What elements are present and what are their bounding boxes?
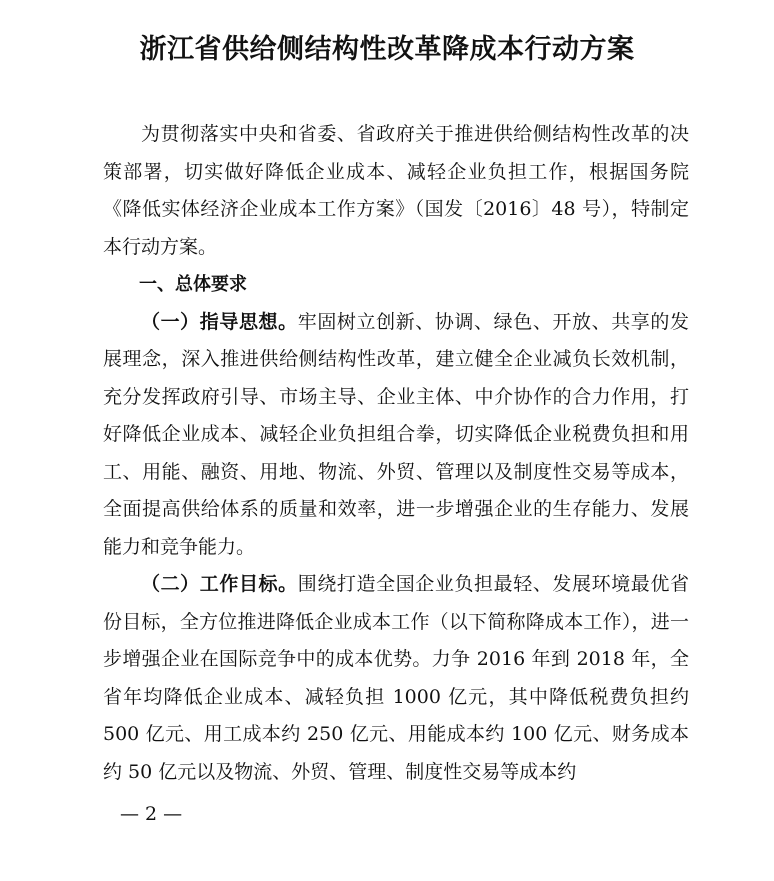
page-number: — 2 — xyxy=(120,803,183,825)
document-body xyxy=(103,116,689,791)
guiding-ideology-paragraph xyxy=(103,304,689,567)
guiding-ideology-text: 牢固树立创新、协调、绿色、开放、共享的发展理念，深入推进供给侧结构性改革，建立健全企业减负长效机制，充分发挥政府引导、市场主导、企业主体、中介协作的合力作用，打好降低企业成本、减轻企业负担组合拳，切实降低企业税费负担和用工、用能、融资、用地、物流、外贸、管理以及制度性交易等成本，全面提高供给体系的质量和效率，进一步增强企业的生存能力、发展能力和竞争能力。 xyxy=(103,310,689,558)
work-goals-paragraph xyxy=(103,566,689,791)
intro-paragraph: 为贯彻落实中央和省委、省政府关于推进供给侧结构性改革的决策部署，切实做好降低企业成本、减轻企业负担工作，根据国务院《降低实体经济企业成本工作方案》（国发〔2016〕48 号），特制定本行动方案。 xyxy=(103,123,689,258)
document-title: 浙江省供给侧结构性改革降成本行动方案 xyxy=(139,34,635,65)
work-goals-text: 围绕打造全国企业负担最轻、发展环境最优省份目标，全方位推进降低企业成本工作（以下简称降成本工作），进一步增强企业在国际竞争中的成本优势。力争 2016 年到 2018 年，全省年均降低企业成本、减轻负担 1000 亿元，其中降低税费负担约 500 亿元、用工成本约 250 亿元、用能成本约 100 亿元、财务成本约 50 亿元以及物流、外贸、管理、制度性交易等成本约 xyxy=(103,573,689,783)
section-heading-general-requirements: 一、总体要求 xyxy=(139,274,247,295)
guiding-ideology-lead: （一）指导思想。 xyxy=(141,310,298,333)
work-goals-lead: （二）工作目标。 xyxy=(141,573,298,595)
